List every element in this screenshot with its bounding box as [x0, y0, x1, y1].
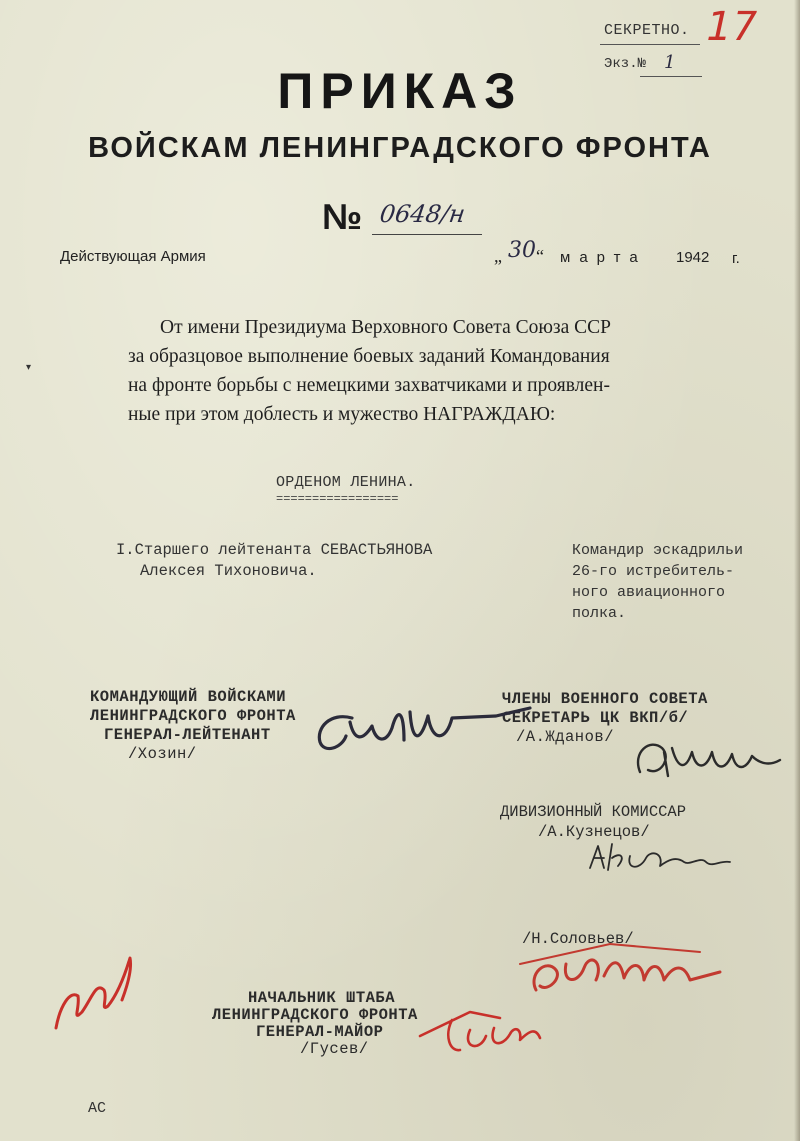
date-suffix: г. — [732, 250, 740, 267]
soloviev-signature — [534, 960, 720, 990]
margin-tick-mark: ▾ — [26, 362, 32, 373]
order-number-value: 0648/н — [378, 200, 467, 228]
signature-line: ГЕНЕРАЛ-МАЙОР — [256, 1023, 384, 1041]
page-number-handwritten: 17 — [701, 4, 762, 50]
order-number-sign: № — [322, 196, 363, 237]
position-line: полка. — [572, 605, 627, 622]
zhdanov-signature — [638, 745, 780, 776]
signature-line: ГЕНЕРАЛ-ЛЕЙТЕНАНТ — [104, 726, 271, 744]
recipient-line: Алексея Тихоновича. — [140, 562, 317, 580]
date-open-quote: „ — [494, 246, 502, 266]
position-line: Командир эскадрильи — [572, 542, 744, 559]
signature-line: НАЧАЛЬНИК ШТАБА — [248, 989, 396, 1007]
signature-line: ЛЕНИНГРАДСКОГО ФРОНТА — [212, 1006, 418, 1024]
recipient-line: I.Старшего лейтенанта СЕВАСТЬЯНОВА — [116, 541, 433, 559]
secret-stamp: СЕКРЕТНО. — [604, 22, 690, 39]
body-line: От имени Президиума Верховного Совета Союза ССР — [160, 317, 612, 338]
position-line: ного авиационного — [572, 584, 726, 601]
copy-number-value: 1 — [664, 52, 676, 73]
signature-line: КОМАНДУЮЩИЙ ВОЙСКАМИ — [90, 688, 287, 706]
body-line: на фронте борьбы с немецкими захватчиками и проявлен- — [128, 375, 610, 396]
document-subtitle: ВОЙСКАМ ЛЕНИНГРАДСКОГО ФРОНТА — [88, 132, 712, 164]
gusev-signature — [420, 1012, 540, 1050]
signature-name: /Гусев/ — [300, 1040, 369, 1058]
position-line: 26-го истребитель- — [572, 563, 735, 580]
army-label: Действующая Армия — [60, 248, 206, 265]
date-month: марта — [560, 249, 647, 266]
copy-number-label: Экз.№ — [604, 56, 647, 72]
soloviev-name: /Н.Соловьев/ — [522, 930, 634, 948]
award-title-underline: ================= — [276, 492, 399, 506]
signature-name: /А.Жданов/ — [516, 728, 615, 746]
signature-name: /А.Кузнецов/ — [538, 823, 650, 841]
signature-line: ДИВИЗИОННЫЙ КОМИССАР — [500, 803, 687, 821]
signature-line: ЧЛЕНЫ ВОЕННОГО СОВЕТА — [502, 690, 708, 708]
award-order-title: ОРДЕНОМ ЛЕНИНА. — [276, 474, 416, 491]
body-line: ные при этом доблесть и мужество НАГРАЖДАЮ: — [128, 404, 556, 425]
khozin-signature — [319, 708, 530, 749]
body-line: за образцовое выполнение боевых заданий Командования — [128, 346, 610, 367]
signature-name: /Хозин/ — [128, 745, 197, 763]
signature-line: ЛЕНИНГРАДСКОГО ФРОНТА — [90, 707, 296, 725]
date-close-quote: “ — [536, 246, 544, 266]
soloviev-flourish — [520, 944, 700, 964]
document-title: ПРИКАЗ — [277, 63, 523, 119]
kuznetsov-signature — [590, 844, 730, 870]
signature-line: СЕКРЕТАРЬ ЦК ВКП/б/ — [502, 709, 689, 727]
typist-initials: АС — [88, 1100, 107, 1117]
red-pencil-mark — [56, 958, 131, 1028]
date-year: 1942 — [676, 249, 710, 266]
date-day: 30 — [508, 238, 536, 263]
